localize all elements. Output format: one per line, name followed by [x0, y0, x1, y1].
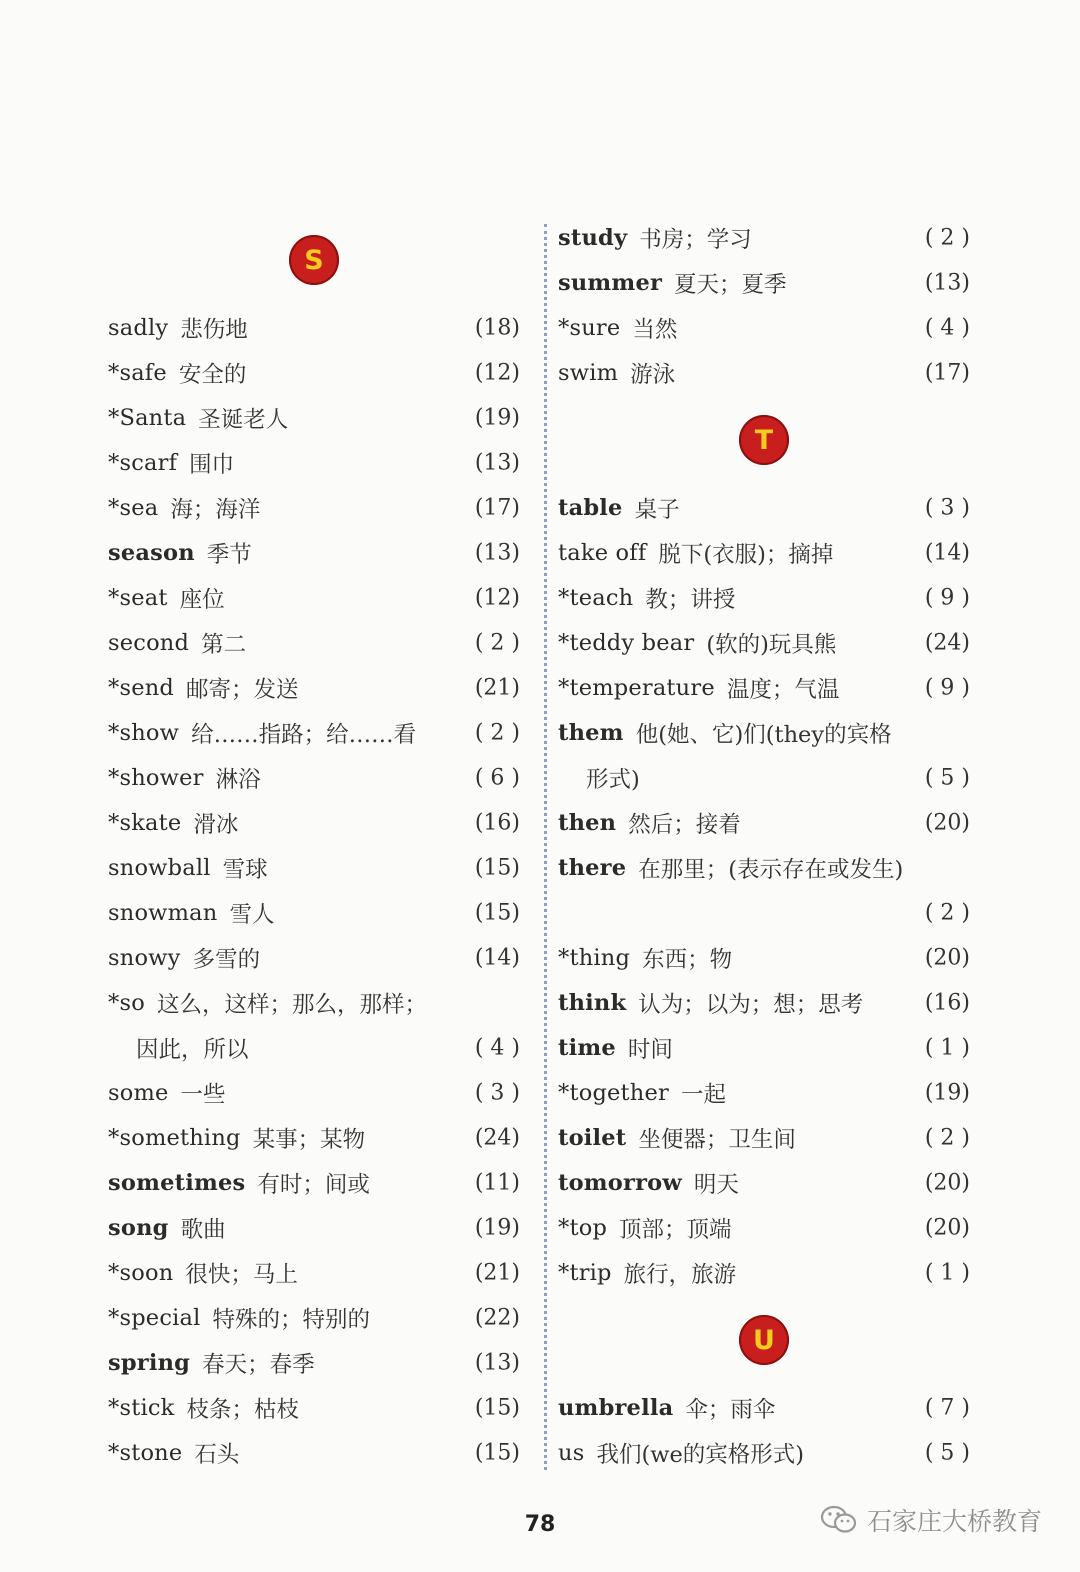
entry-unit-number: ( 3 )	[474, 1080, 520, 1105]
entry-unit-number: (20)	[924, 1215, 970, 1240]
entry-word: then	[558, 809, 617, 836]
vocab-entry	[558, 800, 970, 845]
entry-meaning: 海；海洋	[170, 496, 261, 523]
entry-unit-number: (19)	[474, 1215, 520, 1240]
entry-unit-number: (18)	[474, 315, 520, 340]
entry-word: time	[558, 1034, 616, 1061]
column-divider	[544, 224, 547, 1470]
left-column	[108, 215, 520, 1475]
entry-meaning: 明天	[693, 1171, 739, 1198]
entry-unit-number: (19)	[474, 405, 520, 430]
entry-word: them	[558, 719, 624, 746]
vocab-entry	[558, 1385, 970, 1430]
vocab-entry	[108, 1160, 520, 1205]
entry-word: some	[108, 1079, 169, 1106]
vocab-entry	[108, 575, 520, 620]
entry-meaning: 书房；学习	[639, 226, 752, 253]
entry-meaning: 多雪的	[192, 946, 261, 973]
vocab-entry	[558, 1115, 970, 1160]
entry-unit-number: (16)	[924, 990, 970, 1015]
entry-meaning: 夏天；夏季	[674, 271, 787, 298]
entry-meaning: 一起	[680, 1081, 726, 1108]
vocab-entry	[558, 980, 970, 1025]
entry-unit-number: (11)	[474, 1170, 520, 1195]
entry-unit-number: ( 2 )	[924, 1125, 970, 1150]
entry-word: song	[108, 1214, 169, 1241]
entry-word: snowball	[108, 854, 211, 881]
entry-meaning: 东西；物	[642, 946, 733, 973]
vocab-entry	[108, 530, 520, 575]
entry-unit-number: ( 2 )	[924, 225, 970, 250]
entry-unit-number: (20)	[924, 810, 970, 835]
wechat-icon	[819, 1504, 859, 1536]
vocab-entry	[558, 1205, 970, 1250]
right-column	[558, 215, 970, 1475]
entry-unit-number: (12)	[474, 585, 520, 610]
entry-unit-number: (24)	[924, 630, 970, 655]
entry-unit-number: (20)	[924, 1170, 970, 1195]
vocab-entry	[108, 1430, 520, 1475]
entry-meaning: 季节	[206, 541, 252, 568]
entry-word: *show	[108, 719, 180, 746]
vocab-entry	[108, 800, 520, 845]
entry-meaning: 圣诞老人	[198, 406, 289, 433]
entry-meaning: 石头	[194, 1441, 240, 1468]
entry-unit-number: (20)	[924, 945, 970, 970]
vocab-entry	[558, 575, 970, 620]
watermark-text: 石家庄大桥教育	[866, 1507, 1042, 1536]
vocab-entry	[108, 440, 520, 485]
entry-meaning: 滑冰	[193, 811, 239, 838]
entry-word: *thing	[558, 944, 631, 971]
entry-unit-number: ( 4 )	[924, 315, 970, 340]
vocab-entry	[108, 1250, 520, 1295]
entry-meaning: 雪球	[222, 856, 268, 883]
entry-word: *stone	[108, 1439, 183, 1466]
entry-word: *sea	[108, 494, 159, 521]
entry-word: *special	[108, 1304, 201, 1331]
vocab-entry	[558, 710, 970, 755]
vocab-entry	[108, 935, 520, 980]
entry-meaning: 某事；某物	[252, 1126, 366, 1153]
vocab-entry	[108, 1340, 520, 1385]
entry-meaning: 雪人	[229, 901, 275, 928]
entry-word: *stick	[108, 1394, 175, 1421]
entry-word: tomorrow	[558, 1169, 682, 1196]
vocab-entry	[558, 1430, 970, 1475]
vocab-entry	[108, 845, 520, 890]
entry-meaning: 游泳	[630, 361, 676, 388]
entry-unit-number: (19)	[924, 1080, 970, 1105]
entry-unit-number: ( 5 )	[924, 765, 970, 790]
entry-word: sadly	[108, 314, 169, 341]
entry-word: *teach	[558, 584, 634, 611]
entry-meaning: 有时；间或	[257, 1171, 370, 1198]
vocab-entry	[558, 1160, 970, 1205]
entry-meaning: 时间	[627, 1036, 673, 1063]
entry-word: summer	[558, 269, 663, 296]
entry-word: *temperature	[558, 674, 715, 701]
section-badge-s	[108, 215, 520, 305]
section-letter: U	[739, 1315, 789, 1365]
vocab-entry	[558, 215, 970, 260]
vocab-entry	[108, 620, 520, 665]
vocab-entry	[108, 710, 520, 755]
entry-meaning: 教；讲授	[645, 586, 736, 613]
entry-meaning: 悲伤地	[180, 316, 248, 343]
entry-meaning: 座位	[179, 586, 225, 613]
entry-meaning: 桌子	[634, 496, 680, 523]
entry-word: *scarf	[108, 449, 178, 476]
entry-meaning: 枝条；枯枝	[186, 1396, 299, 1423]
entry-meaning: 坐便器；卫生间	[638, 1126, 796, 1153]
entry-unit-number: ( 4 )	[474, 1035, 520, 1060]
entry-unit-number: (12)	[474, 360, 520, 385]
vocab-entry	[558, 620, 970, 665]
entry-unit-number: ( 7 )	[924, 1395, 970, 1420]
vocab-entry	[558, 350, 970, 395]
entry-word: *something	[108, 1124, 241, 1151]
entry-unit-number: (16)	[474, 810, 520, 835]
entry-meaning: 我们(we的宾格形式)	[596, 1441, 805, 1468]
entry-meaning: 因此，所以	[136, 1036, 249, 1063]
vocab-entry	[558, 665, 970, 710]
entry-word: *together	[558, 1079, 669, 1106]
entry-meaning: 当然	[632, 316, 678, 343]
entry-word: umbrella	[558, 1394, 674, 1421]
entry-unit-number: ( 2 )	[474, 630, 520, 655]
entry-meaning: 顶部；顶端	[619, 1216, 732, 1243]
watermark	[819, 1502, 1042, 1538]
entry-word: take off	[558, 539, 647, 566]
vocab-entry	[108, 305, 520, 350]
entry-word: *seat	[108, 584, 168, 611]
entry-meaning: 他(她、它)们(they的宾格	[635, 721, 892, 748]
entry-meaning: 歌曲	[180, 1216, 226, 1243]
vocab-entry	[558, 485, 970, 530]
entry-unit-number: ( 3 )	[924, 495, 970, 520]
entry-meaning: 安全的	[178, 361, 247, 388]
entry-meaning: 给……指路；给……看	[191, 721, 417, 748]
entry-unit-number: (21)	[474, 675, 520, 700]
vocab-entry	[558, 1025, 970, 1070]
section-badge-u	[558, 1295, 970, 1385]
entry-continuation	[108, 1025, 520, 1070]
entry-word: *top	[558, 1214, 608, 1241]
entry-word: sometimes	[108, 1169, 246, 1196]
entry-unit-number: (13)	[474, 540, 520, 565]
vocab-entry	[558, 1070, 970, 1115]
vocab-entry	[558, 1250, 970, 1295]
entry-word: us	[558, 1439, 585, 1466]
entry-meaning: 很快；马上	[185, 1261, 298, 1288]
entry-unit-number: ( 1 )	[924, 1260, 970, 1285]
entry-meaning: 然后；接着	[628, 811, 741, 838]
entry-unit-number: ( 9 )	[924, 675, 970, 700]
entry-unit-number: ( 2 )	[924, 900, 970, 925]
entry-word: *safe	[108, 359, 167, 386]
entry-word: toilet	[558, 1124, 627, 1151]
vocab-entry	[108, 1205, 520, 1250]
entry-meaning: 温度；气温	[726, 676, 840, 703]
vocab-entry	[558, 935, 970, 980]
entry-meaning: 邮寄；发送	[186, 676, 299, 703]
entry-unit-number: (14)	[924, 540, 970, 565]
entry-unit-number: (24)	[474, 1125, 520, 1150]
entry-meaning: 春天；春季	[202, 1351, 315, 1378]
entry-meaning: 特殊的；特别的	[212, 1306, 371, 1333]
entry-meaning: (软的)玩具熊	[706, 631, 837, 658]
entry-word: think	[558, 989, 627, 1016]
vocab-entry	[558, 845, 970, 890]
vocab-entry	[108, 755, 520, 800]
entry-word: *teddy bear	[558, 629, 695, 656]
vocab-entry	[108, 1295, 520, 1340]
entry-word: snowman	[108, 899, 218, 926]
entry-unit-number: ( 6 )	[474, 765, 520, 790]
entry-word: swim	[558, 359, 619, 386]
section-letter: S	[289, 235, 339, 285]
entry-unit-number: (21)	[474, 1260, 520, 1285]
entry-word: *shower	[108, 764, 204, 791]
entry-unit-number: ( 5 )	[924, 1440, 970, 1465]
entry-continuation	[558, 755, 970, 800]
entry-unit-number: ( 1 )	[924, 1035, 970, 1060]
entry-unit-number: (17)	[924, 360, 970, 385]
entry-meaning: 一些	[180, 1081, 226, 1108]
entry-meaning: 认为；以为；想；思考	[638, 991, 864, 1018]
vocab-entry	[108, 890, 520, 935]
entry-unit-number: (15)	[474, 1440, 520, 1465]
entry-unit-number: (15)	[474, 855, 520, 880]
entry-unit-number: (14)	[474, 945, 520, 970]
entry-word: *trip	[558, 1259, 612, 1286]
page-number: 78	[524, 1512, 556, 1537]
vocab-entry	[108, 485, 520, 530]
vocab-entry	[558, 305, 970, 350]
vocab-entry	[558, 260, 970, 305]
entry-word: snowy	[108, 944, 181, 971]
entry-meaning: 旅行，旅游	[623, 1261, 737, 1288]
entry-word: *soon	[108, 1259, 174, 1286]
section-badge-t	[558, 395, 970, 485]
section-letter: T	[739, 415, 789, 465]
entry-unit-number: (15)	[474, 1395, 520, 1420]
entry-word: second	[108, 629, 190, 656]
entry-unit-number: (17)	[474, 495, 520, 520]
vocab-entry	[558, 530, 970, 575]
entry-unit-number: (13)	[474, 1350, 520, 1375]
entry-word: *send	[108, 674, 175, 701]
entry-meaning: 第二	[201, 631, 247, 658]
entry-unit-number: ( 2 )	[474, 720, 520, 745]
vocab-entry	[108, 665, 520, 710]
entry-meaning: 这么，这样；那么，那样；	[156, 991, 427, 1018]
entry-word: there	[558, 854, 627, 881]
entry-meaning: 在那里；(表示存在或发生)	[638, 856, 904, 883]
entry-word: *so	[108, 989, 145, 1016]
entry-meaning: 形式)	[586, 766, 640, 793]
entry-meaning: 围巾	[189, 451, 235, 478]
vocab-entry	[108, 395, 520, 440]
vocab-entry	[108, 350, 520, 395]
entry-word: spring	[108, 1349, 191, 1376]
entry-unit-number: (22)	[474, 1305, 520, 1330]
entry-continuation	[558, 890, 970, 935]
entry-meaning: 脱下(衣服)；摘掉	[658, 541, 834, 568]
entry-meaning: 淋浴	[215, 766, 261, 793]
entry-unit-number: ( 9 )	[924, 585, 970, 610]
entry-unit-number: (15)	[474, 900, 520, 925]
entry-meaning: 伞；雨伞	[685, 1396, 776, 1423]
entry-word: *Santa	[108, 404, 187, 431]
entry-word: study	[558, 224, 628, 251]
vocab-entry	[108, 1385, 520, 1430]
entry-word: *skate	[108, 809, 182, 836]
vocab-entry	[108, 1115, 520, 1160]
entry-unit-number: (13)	[474, 450, 520, 475]
entry-word: *sure	[558, 314, 621, 341]
entry-word: season	[108, 539, 195, 566]
entry-unit-number: (13)	[924, 270, 970, 295]
vocab-entry	[108, 1070, 520, 1115]
entry-word: table	[558, 494, 623, 521]
vocab-entry	[108, 980, 520, 1025]
